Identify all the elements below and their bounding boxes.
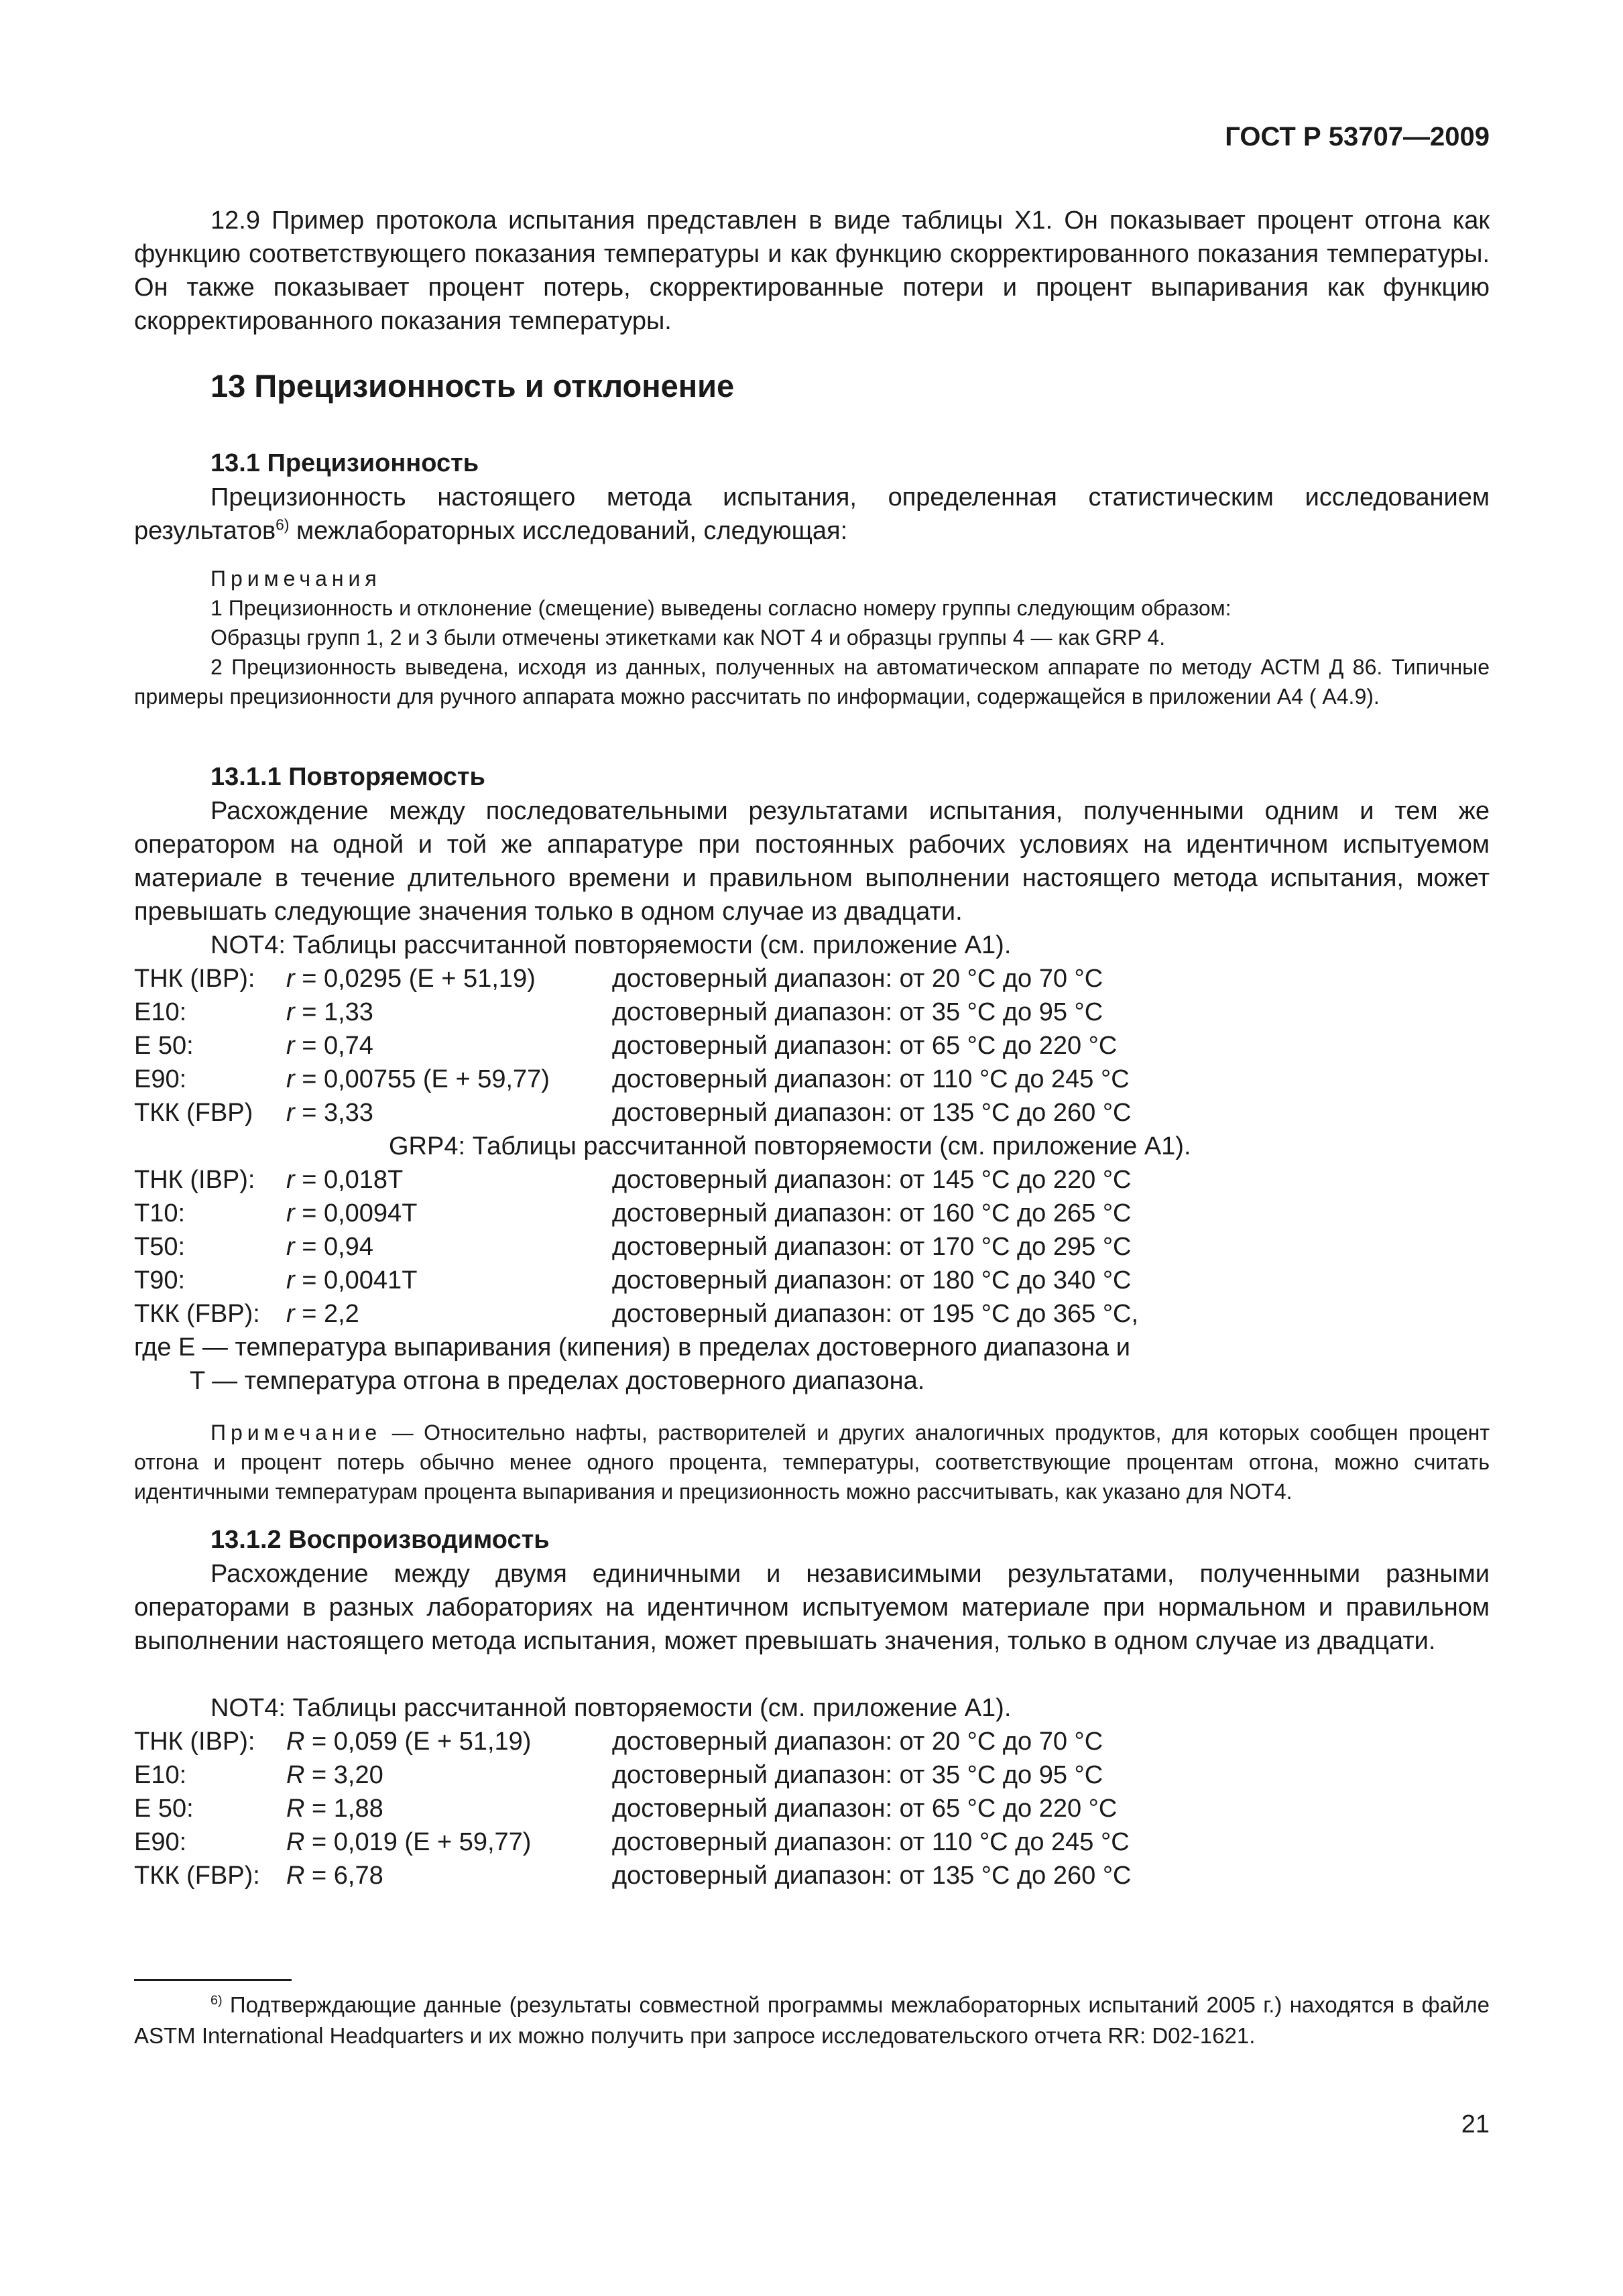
row-label: ТКК (FBP):: [134, 1862, 260, 1890]
row-range: достоверный диапазон: от 110 °С до 245 °С: [612, 1828, 1130, 1856]
row-formula: r = 0,018T: [286, 1166, 404, 1194]
row-range: достоверный диапазон: от 20 °С до 70 °С: [612, 1728, 1103, 1756]
document-page: [134, 0, 1490, 2296]
row-formula: r = 0,0094T: [286, 1199, 418, 1227]
row-range: достоверный диапазон: от 160 °С до 265 °С: [612, 1199, 1132, 1227]
row-range: достоверный диапазон: от 35 °С до 95 °С: [612, 1761, 1103, 1789]
not4-repeatability-caption: NOT4: Таблицы рассчитанной повторяемости (см. приложение А1).: [211, 931, 1012, 959]
row-label: E 50:: [134, 1795, 194, 1823]
row-formula: r = 2,2: [286, 1300, 359, 1328]
row-formula: R = 0,019 (E + 59,77): [286, 1828, 532, 1856]
row-formula: r = 0,74: [286, 1032, 373, 1060]
row-formula: r = 0,0295 (E + 51,19): [286, 965, 536, 993]
row-formula: r = 0,00755 (E + 59,77): [286, 1065, 550, 1093]
row-range: достоверный диапазон: от 170 °С до 295 °С: [612, 1233, 1132, 1261]
row-label: ТКК (FBP):: [134, 1300, 260, 1328]
row-label: ТНК (IBP):: [134, 965, 255, 993]
row-label: ТНК (IBP):: [134, 1728, 255, 1756]
footnote-separator: [134, 1979, 292, 1981]
section-13-1-title: 13.1 Прецизионность: [211, 449, 479, 477]
row-formula: r = 0,0041T: [286, 1266, 418, 1294]
notes-heading: Примечания: [211, 566, 381, 591]
row-range: достоверный диапазон: от 135 °С до 260 °С: [612, 1862, 1132, 1890]
document-id-header: ГОСТ Р 53707—2009: [1225, 122, 1490, 152]
row-range: достоверный диапазон: от 110 °С до 245 °С: [612, 1065, 1130, 1093]
row-label: E10:: [134, 998, 187, 1026]
row-formula: R = 1,88: [286, 1795, 383, 1823]
row-range: достоверный диапазон: от 65 °С до 220 °С: [612, 1795, 1118, 1823]
section-13-1-2-text: Расхождение между двумя единичными и независимыми результатами, полученными разными операторами в разных лабораториях на идентичном испытуемом материале при нормальном и правильном выполнении настоящего метода испытания, может превышать значения, только в одном случае из двадцати.: [134, 1560, 1490, 1655]
row-label: E90:: [134, 1828, 187, 1856]
note-1a: 1 Прецизионность и отклонение (смещение) выведены согласно номеру группы следующим образом:: [211, 596, 1231, 620]
row-range: достоверный диапазон: от 35 °С до 95 °С: [612, 998, 1103, 1026]
row-label: T90:: [134, 1266, 186, 1294]
row-formula: r = 0,94: [286, 1233, 373, 1261]
section-13-1-1-title: 13.1.1 Повторяемость: [211, 763, 485, 791]
footnote-ref-6: 6): [276, 516, 290, 534]
not4-reproducibility-caption: NOT4: Таблицы рассчитанной повторяемости (см. приложение А1).: [211, 1694, 1012, 1722]
row-range: достоверный диапазон: от 145 °С до 220 °С: [612, 1166, 1132, 1194]
row-range: достоверный диапазон: от 180 °С до 340 °С: [612, 1266, 1132, 1294]
section-13-1-2-title: 13.1.2 Воспроизводимость: [211, 1526, 550, 1554]
note-2: 2 Прецизионность выведена, исходя из данных, полученных на автоматическом аппарате по методу АСТМ Д 86. Типичные примеры прецизионности для ручного аппарата можно рассчитать по информации, содержащейся в приложении А4 ( А4.9).: [134, 655, 1490, 709]
row-formula: r = 3,33: [286, 1099, 373, 1127]
grp4-repeatability-caption: GRP4: Таблицы рассчитанной повторяемости (см. приложение А1).: [389, 1132, 1191, 1160]
row-label: T10:: [134, 1199, 186, 1227]
section-13-title: 13 Прецизионность и отклонение: [211, 368, 735, 404]
note-1b: Образцы групп 1, 2 и 3 были отмечены этикетками как NOT 4 и образцы группы 4 — как GRP 4.: [211, 625, 1166, 650]
paragraph-12-9: 12.9 Пример протокола испытания представлен в виде таблицы Х1. Он показывает процент отгона как функцию соответствующего показания температуры и как функцию скорректированного показания температуры. Он также показывает процент потерь, скорректированные потери и процент выпаривания как функцию скорректированного показания температуры.: [134, 206, 1490, 335]
row-label: ТКК (FBP): [134, 1099, 253, 1127]
page-number: 21: [1461, 2110, 1490, 2138]
row-range: достоверный диапазон: от 195 °С до 365 °С,: [612, 1300, 1139, 1328]
row-formula: r = 1,33: [286, 998, 373, 1026]
footnote-6: $^{6)}$ Подтверждающие данные (результаты совместной программы межлабораторных испытаний 2005 г.) находятся в файле ASTM International Headquarters и их можно получить при запросе исследовательского отчета RR: D02-1621.: [134, 1992, 1490, 2048]
section-13-1-1-text: Расхождение между последовательными результатами испытания, полученными одним и тем же оператором на одной и той же аппаратуре при постоянных рабочих условиях на идентичном испытуемом материале в течение длительного времени и правильном выполнении настоящего метода испытания, может превышать следующие значения только в одном случае из двадцати.: [134, 797, 1490, 926]
section-13-1-text: Прецизионность настоящего метода испытания, определенная статистическим исследованием результатов$^{6)}$ межлабораторных исследований, следующая:: [134, 483, 1490, 545]
row-label: E90:: [134, 1065, 187, 1093]
row-formula: R = 3,20: [286, 1761, 383, 1789]
row-label: E 50:: [134, 1032, 194, 1060]
where-e-definition: где E — температура выпаривания (кипения) в пределах достоверного диапазона и: [134, 1333, 1130, 1362]
row-range: достоверный диапазон: от 135 °С до 260 °С: [612, 1099, 1132, 1127]
repeatability-note: Примечание — Относительно нафты, растворителей и других аналогичных продуктов, для которых сообщен процент отгона и процент потерь обычно менее одного процента, температуры, соответствующие процентам отгона, можно считать идентичными температурам процента выпаривания и прецизионность можно рассчитывать, как указано для NOT4.: [134, 1421, 1490, 1504]
row-label: E10:: [134, 1761, 187, 1789]
row-formula: R = 6,78: [286, 1862, 383, 1890]
where-t-definition: T — температура отгона в пределах достоверного диапазона.: [190, 1367, 925, 1395]
row-label: T50:: [134, 1233, 186, 1261]
row-range: достоверный диапазон: от 65 °С до 220 °С: [612, 1032, 1118, 1060]
row-range: достоверный диапазон: от 20 °С до 70 °С: [612, 965, 1103, 993]
row-label: ТНК (IBP):: [134, 1166, 255, 1194]
row-formula: R = 0,059 (E + 51,19): [286, 1728, 532, 1756]
